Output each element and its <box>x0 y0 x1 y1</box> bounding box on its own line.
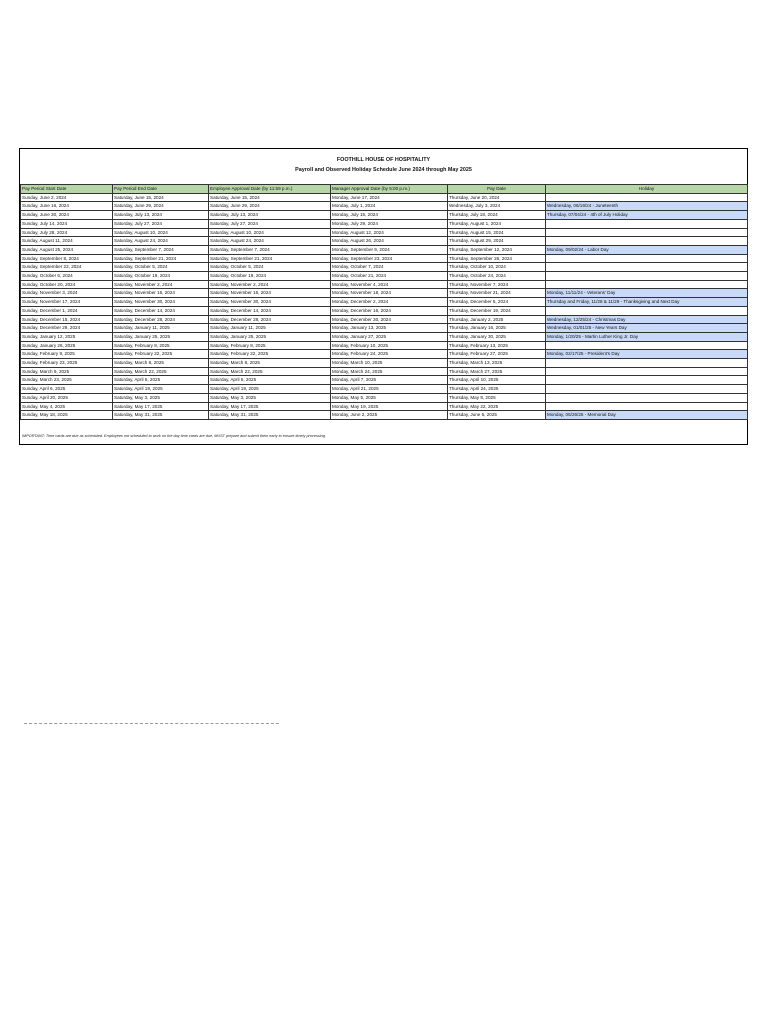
start-date-cell: Sunday, June 2, 2024 <box>21 193 113 202</box>
employee-approval-cell: Saturday, November 30, 2024 <box>209 298 331 307</box>
end-date-cell: Saturday, April 5, 2025 <box>113 376 209 385</box>
start-date-cell: Sunday, October 6, 2024 <box>21 272 113 281</box>
schedule-sheet <box>19 148 748 445</box>
holiday-cell: Thursday and Friday, 11/28 & 11/29 - Thanksgiving and Next Day <box>546 298 748 307</box>
col-header-holiday: Holiday <box>546 185 748 194</box>
manager-approval-cell: Monday, April 7, 2025 <box>331 376 448 385</box>
start-date-cell: Sunday, December 15, 2024 <box>21 315 113 324</box>
col-header-employee-approval: Employee Approval Date (by 11:59 p.m.) <box>209 185 331 194</box>
table-row <box>21 298 748 307</box>
employee-approval-cell: Saturday, April 19, 2025 <box>209 385 331 394</box>
employee-approval-cell: Saturday, August 24, 2024 <box>209 237 331 246</box>
manager-approval-cell: Monday, June 17, 2024 <box>331 193 448 202</box>
employee-approval-cell: Saturday, June 15, 2024 <box>209 193 331 202</box>
end-date-cell: Saturday, February 22, 2025 <box>113 350 209 359</box>
holiday-cell: Wednesday, 12/25/24 - Christmas Day <box>546 315 748 324</box>
manager-approval-cell: Monday, September 9, 2024 <box>331 245 448 254</box>
manager-approval-cell: Monday, August 12, 2024 <box>331 228 448 237</box>
start-date-cell: Sunday, March 23, 2025 <box>21 376 113 385</box>
col-header-start-date: Pay Period Start Date <box>21 185 113 194</box>
pay-date-cell: Wednesday, July 3, 2024 <box>448 202 546 211</box>
holiday-cell <box>546 376 748 385</box>
table-row <box>21 385 748 394</box>
holiday-cell <box>546 306 748 315</box>
manager-approval-cell: Monday, December 2, 2024 <box>331 298 448 307</box>
manager-approval-cell: Monday, April 21, 2025 <box>331 385 448 394</box>
col-header-pay-date: Pay Date <box>448 185 546 194</box>
employee-approval-cell: Saturday, March 22, 2025 <box>209 367 331 376</box>
table-row <box>21 254 748 263</box>
holiday-cell <box>546 359 748 368</box>
end-date-cell: Saturday, January 11, 2025 <box>113 324 209 333</box>
table-row <box>21 280 748 289</box>
pay-date-cell: Thursday, October 10, 2024 <box>448 263 546 272</box>
holiday-cell: Wednesday, 06/19/24 - Juneteenth <box>546 202 748 211</box>
table-row <box>21 237 748 246</box>
employee-approval-cell: Saturday, May 17, 2025 <box>209 402 331 411</box>
manager-approval-cell: Monday, June 2, 2025 <box>331 411 448 420</box>
payroll-schedule-table <box>20 184 748 420</box>
pay-date-cell: Thursday, October 24, 2024 <box>448 272 546 281</box>
manager-approval-cell: Monday, February 10, 2025 <box>331 341 448 350</box>
end-date-cell: Saturday, December 14, 2024 <box>113 306 209 315</box>
table-row <box>21 324 748 333</box>
pay-date-cell: Thursday, September 26, 2024 <box>448 254 546 263</box>
footnote: IMPORTANT: Time cards are due as scheduled. Employees not scheduled to work on the day time cards are due, MUST prepare and submit them early to ensure timely processing. <box>22 434 326 438</box>
pay-date-cell: Thursday, April 24, 2025 <box>448 385 546 394</box>
end-date-cell: Saturday, May 31, 2025 <box>113 411 209 420</box>
pay-date-cell: Thursday, February 27, 2025 <box>448 350 546 359</box>
holiday-cell <box>546 254 748 263</box>
start-date-cell: Sunday, July 28, 2024 <box>21 228 113 237</box>
end-date-cell: Saturday, May 3, 2025 <box>113 393 209 402</box>
end-date-cell: Saturday, December 28, 2024 <box>113 315 209 324</box>
holiday-cell <box>546 385 748 394</box>
end-date-cell: Saturday, March 22, 2025 <box>113 367 209 376</box>
pay-date-cell: Thursday, March 27, 2025 <box>448 367 546 376</box>
start-date-cell: Sunday, August 25, 2024 <box>21 245 113 254</box>
end-date-cell: Saturday, March 8, 2025 <box>113 359 209 368</box>
col-header-manager-approval: Manager Approval Date (by 5:00 p.m.) <box>331 185 448 194</box>
employee-approval-cell: Saturday, January 11, 2025 <box>209 324 331 333</box>
table-row <box>21 332 748 341</box>
employee-approval-cell: Saturday, August 10, 2024 <box>209 228 331 237</box>
end-date-cell: Saturday, April 19, 2025 <box>113 385 209 394</box>
employee-approval-cell: Saturday, February 8, 2025 <box>209 341 331 350</box>
pay-date-cell: Thursday, January 16, 2025 <box>448 324 546 333</box>
manager-approval-cell: Monday, July 1, 2024 <box>331 202 448 211</box>
start-date-cell: Sunday, June 16, 2024 <box>21 202 113 211</box>
end-date-cell: Saturday, November 16, 2024 <box>113 289 209 298</box>
manager-approval-cell: Monday, January 27, 2025 <box>331 332 448 341</box>
table-row <box>21 341 748 350</box>
manager-approval-cell: Monday, October 7, 2024 <box>331 263 448 272</box>
manager-approval-cell: Monday, July 29, 2024 <box>331 219 448 228</box>
holiday-cell <box>546 263 748 272</box>
pay-date-cell: Thursday, September 12, 2024 <box>448 245 546 254</box>
table-row <box>21 219 748 228</box>
employee-approval-cell: Saturday, December 14, 2024 <box>209 306 331 315</box>
table-row <box>21 245 748 254</box>
table-row <box>21 306 748 315</box>
start-date-cell: Sunday, July 14, 2024 <box>21 219 113 228</box>
manager-approval-cell: Monday, November 18, 2024 <box>331 289 448 298</box>
start-date-cell: Sunday, April 6, 2025 <box>21 385 113 394</box>
table-row <box>21 411 748 420</box>
employee-approval-cell: Saturday, September 7, 2024 <box>209 245 331 254</box>
manager-approval-cell: Monday, March 24, 2025 <box>331 367 448 376</box>
start-date-cell: Sunday, January 26, 2025 <box>21 341 113 350</box>
end-date-cell: Saturday, January 25, 2025 <box>113 332 209 341</box>
end-date-cell: Saturday, July 13, 2024 <box>113 211 209 220</box>
pay-date-cell: Thursday, January 2, 2025 <box>448 315 546 324</box>
table-row <box>21 263 748 272</box>
end-date-cell: Saturday, September 21, 2024 <box>113 254 209 263</box>
end-date-cell: Saturday, June 15, 2024 <box>113 193 209 202</box>
start-date-cell: Sunday, May 18, 2025 <box>21 411 113 420</box>
end-date-cell: Saturday, July 27, 2024 <box>113 219 209 228</box>
holiday-cell <box>546 219 748 228</box>
manager-approval-cell: Monday, May 19, 2025 <box>331 402 448 411</box>
pay-date-cell: Thursday, November 7, 2024 <box>448 280 546 289</box>
pay-date-cell: Thursday, August 29, 2024 <box>448 237 546 246</box>
holiday-cell <box>546 272 748 281</box>
table-row <box>21 376 748 385</box>
pay-date-cell: Thursday, June 20, 2024 <box>448 193 546 202</box>
start-date-cell: Sunday, February 23, 2025 <box>21 359 113 368</box>
manager-approval-cell: Monday, February 24, 2025 <box>331 350 448 359</box>
start-date-cell: Sunday, March 9, 2025 <box>21 367 113 376</box>
holiday-cell: Wednesday, 01/01/25 - New Years Day <box>546 324 748 333</box>
end-date-cell: Saturday, October 5, 2024 <box>113 263 209 272</box>
end-date-cell: Saturday, June 29, 2024 <box>113 202 209 211</box>
dashed-divider <box>24 723 279 724</box>
pay-date-cell: Thursday, December 5, 2024 <box>448 298 546 307</box>
start-date-cell: Sunday, September 8, 2024 <box>21 254 113 263</box>
manager-approval-cell: Monday, September 23, 2024 <box>331 254 448 263</box>
start-date-cell: Sunday, February 9, 2025 <box>21 350 113 359</box>
col-header-end-date: Pay Period End Date <box>113 185 209 194</box>
start-date-cell: Sunday, December 1, 2024 <box>21 306 113 315</box>
manager-approval-cell: Monday, August 26, 2024 <box>331 237 448 246</box>
holiday-cell <box>546 367 748 376</box>
end-date-cell: Saturday, August 10, 2024 <box>113 228 209 237</box>
holiday-cell <box>546 228 748 237</box>
employee-approval-cell: Saturday, May 3, 2025 <box>209 393 331 402</box>
start-date-cell: Sunday, October 20, 2024 <box>21 280 113 289</box>
end-date-cell: Saturday, September 7, 2024 <box>113 245 209 254</box>
employee-approval-cell: Saturday, September 21, 2024 <box>209 254 331 263</box>
employee-approval-cell: Saturday, May 31, 2025 <box>209 411 331 420</box>
holiday-cell <box>546 280 748 289</box>
table-row <box>21 367 748 376</box>
manager-approval-cell: Monday, July 15, 2024 <box>331 211 448 220</box>
table-row <box>21 211 748 220</box>
manager-approval-cell: Monday, December 16, 2024 <box>331 306 448 315</box>
employee-approval-cell: Saturday, October 5, 2024 <box>209 263 331 272</box>
employee-approval-cell: Saturday, February 22, 2025 <box>209 350 331 359</box>
employee-approval-cell: Saturday, November 16, 2024 <box>209 289 331 298</box>
end-date-cell: Saturday, February 8, 2025 <box>113 341 209 350</box>
holiday-cell: Monday, 1/20/25 - Martin Luther King Jr. Day <box>546 332 748 341</box>
table-row <box>21 193 748 202</box>
manager-approval-cell: Monday, March 10, 2025 <box>331 359 448 368</box>
employee-approval-cell: Saturday, October 19, 2024 <box>209 272 331 281</box>
pay-date-cell: Thursday, December 19, 2024 <box>448 306 546 315</box>
pay-date-cell: Thursday, June 5, 2025 <box>448 411 546 420</box>
end-date-cell: Saturday, May 17, 2025 <box>113 402 209 411</box>
manager-approval-cell: Monday, November 4, 2024 <box>331 280 448 289</box>
pay-date-cell: Thursday, January 30, 2025 <box>448 332 546 341</box>
manager-approval-cell: Monday, October 21, 2024 <box>331 272 448 281</box>
manager-approval-cell: Monday, December 30, 2024 <box>331 315 448 324</box>
pay-date-cell: Thursday, August 15, 2024 <box>448 228 546 237</box>
start-date-cell: Sunday, April 20, 2025 <box>21 393 113 402</box>
holiday-cell <box>546 341 748 350</box>
holiday-cell <box>546 193 748 202</box>
employee-approval-cell: Saturday, June 29, 2024 <box>209 202 331 211</box>
start-date-cell: Sunday, August 11, 2024 <box>21 237 113 246</box>
end-date-cell: Saturday, October 19, 2024 <box>113 272 209 281</box>
pay-date-cell: Thursday, February 13, 2025 <box>448 341 546 350</box>
pay-date-cell: Thursday, March 13, 2025 <box>448 359 546 368</box>
manager-approval-cell: Monday, January 13, 2025 <box>331 324 448 333</box>
end-date-cell: Saturday, November 2, 2024 <box>113 280 209 289</box>
employee-approval-cell: Saturday, July 13, 2024 <box>209 211 331 220</box>
schedule-subtitle: Payroll and Observed Holiday Schedule June 2024 through May 2025 <box>295 167 472 173</box>
pay-date-cell: Thursday, August 1, 2024 <box>448 219 546 228</box>
holiday-cell: Monday, 05/26/25 - Memorial Day <box>546 411 748 420</box>
employee-approval-cell: Saturday, July 27, 2024 <box>209 219 331 228</box>
table-row <box>21 393 748 402</box>
holiday-cell: Monday, 09/02/24 - Labor Day <box>546 245 748 254</box>
holiday-cell <box>546 402 748 411</box>
holiday-cell: Monday, 02/17/25 - President's Day <box>546 350 748 359</box>
holiday-cell <box>546 237 748 246</box>
table-row <box>21 289 748 298</box>
holiday-cell: Monday, 11/11/24 - Veterans' Day <box>546 289 748 298</box>
pay-date-cell: Thursday, July 18, 2024 <box>448 211 546 220</box>
table-row <box>21 402 748 411</box>
pay-date-cell: Thursday, May 8, 2025 <box>448 393 546 402</box>
employee-approval-cell: Saturday, December 28, 2024 <box>209 315 331 324</box>
start-date-cell: Sunday, May 4, 2025 <box>21 402 113 411</box>
start-date-cell: Sunday, December 29, 2024 <box>21 324 113 333</box>
table-row <box>21 202 748 211</box>
holiday-cell: Thursday, 07/04/24 - 4th of July Holiday <box>546 211 748 220</box>
table-row <box>21 350 748 359</box>
table-row <box>21 315 748 324</box>
pay-date-cell: Thursday, May 22, 2025 <box>448 402 546 411</box>
start-date-cell: Sunday, June 30, 2024 <box>21 211 113 220</box>
table-row <box>21 272 748 281</box>
organization-title: FOOTHILL HOUSE OF HOSPITALITY <box>336 157 431 163</box>
table-header-row <box>21 185 748 194</box>
employee-approval-cell: Saturday, November 2, 2024 <box>209 280 331 289</box>
employee-approval-cell: Saturday, January 25, 2025 <box>209 332 331 341</box>
start-date-cell: Sunday, November 3, 2024 <box>21 289 113 298</box>
start-date-cell: Sunday, September 22, 2024 <box>21 263 113 272</box>
employee-approval-cell: Saturday, March 8, 2025 <box>209 359 331 368</box>
table-row <box>21 359 748 368</box>
end-date-cell: Saturday, November 30, 2024 <box>113 298 209 307</box>
end-date-cell: Saturday, August 24, 2024 <box>113 237 209 246</box>
pay-date-cell: Thursday, April 10, 2025 <box>448 376 546 385</box>
pay-date-cell: Thursday, November 21, 2024 <box>448 289 546 298</box>
employee-approval-cell: Saturday, April 5, 2025 <box>209 376 331 385</box>
start-date-cell: Sunday, January 12, 2025 <box>21 332 113 341</box>
table-body <box>21 193 748 419</box>
start-date-cell: Sunday, November 17, 2024 <box>21 298 113 307</box>
holiday-cell <box>546 393 748 402</box>
table-row <box>21 228 748 237</box>
manager-approval-cell: Monday, May 5, 2025 <box>331 393 448 402</box>
